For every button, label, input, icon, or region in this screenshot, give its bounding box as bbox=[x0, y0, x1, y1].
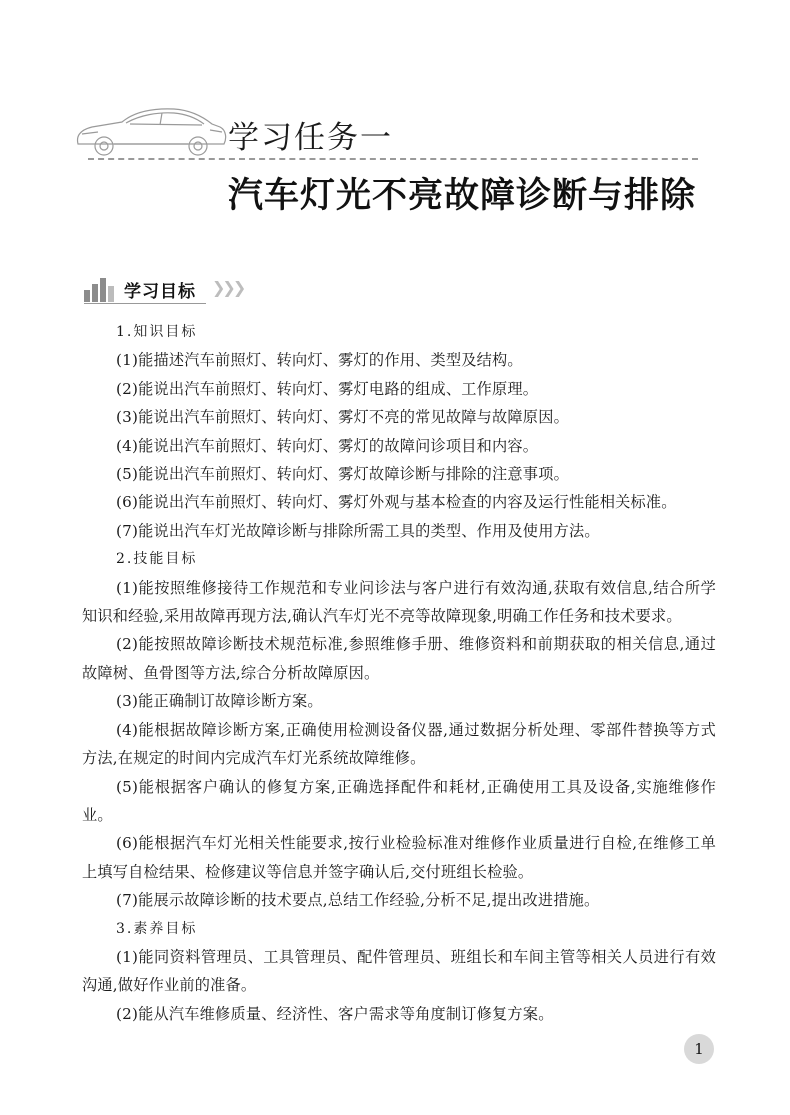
objective-item: (4)能根据故障诊断方案,正确使用检测设备仪器,通过数据分析处理、零部件替换等方式方法,在规定的时间内完成汽车灯光系统故障维修。 bbox=[82, 720, 716, 768]
task-label: 学习任务一 bbox=[228, 120, 393, 156]
objective-item: (2)能按照故障诊断技术规范标准,参照维修手册、维修资料和前期获取的相关信息,通过故障树、鱼骨图等方法,综合分析故障原因。 bbox=[82, 635, 716, 682]
bar-chart-icon bbox=[84, 276, 118, 302]
dashed-divider bbox=[88, 158, 698, 160]
objective-item: (4)能说出汽车前照灯、转向灯、雾灯的故障问诊项目和内容。 bbox=[116, 436, 539, 455]
section-title: 学习目标 bbox=[124, 282, 196, 302]
objective-item: (2)能说出汽车前照灯、转向灯、雾灯电路的组成、工作原理。 bbox=[116, 379, 539, 398]
objective-item: (1)能描述汽车前照灯、转向灯、雾灯的作用、类型及结构。 bbox=[116, 351, 523, 370]
objective-heading: 3.素养目标 bbox=[116, 920, 198, 937]
objective-item: (3)能说出汽车前照灯、转向灯、雾灯不亮的常见故障与故障原因。 bbox=[116, 408, 569, 427]
car-outline-illustration bbox=[70, 100, 230, 160]
objective-heading: 1.知识目标 bbox=[116, 324, 198, 340]
objective-item: (2)能从汽车维修质量、经济性、客户需求等角度制订修复方案。 bbox=[116, 1004, 554, 1023]
objective-item: (1)能按照维修接待工作规范和专业问诊法与客户进行有效沟通,获取有效信息,结合所学知识和经验,采用故障再现方法,确认汽车灯光不亮等故障现象,明确工作任务和技术要求。 bbox=[82, 578, 716, 626]
objective-item: (7)能展示故障诊断的技术要点,总结工作经验,分析不足,提出改进措施。 bbox=[116, 891, 600, 910]
objective-item: (5)能根据客户确认的修复方案,正确选择配件和耗材,正确使用工具及设备,实施维修作业。 bbox=[82, 777, 716, 824]
chevron-right-icon: ❯❯❯ bbox=[212, 278, 244, 297]
section-underline bbox=[84, 303, 206, 304]
page-number: 1 bbox=[684, 1034, 714, 1064]
objective-item: (1)能同资料管理员、工具管理员、配件管理员、班组长和车间主管等相关人员进行有效沟通,做好作业前的准备。 bbox=[82, 947, 716, 995]
objective-item: (3)能正确制订故障诊断方案。 bbox=[116, 692, 323, 711]
page-title: 汽车灯光不亮故障诊断与排除 bbox=[228, 176, 697, 216]
objectives-content bbox=[82, 318, 716, 1028]
objective-heading: 2.技能目标 bbox=[116, 551, 198, 568]
objective-item: (7)能说出汽车灯光故障诊断与排除所需工具的类型、作用及使用方法。 bbox=[116, 521, 600, 540]
objective-item: (6)能说出汽车前照灯、转向灯、雾灯外观与基本检查的内容及运行性能相关标准。 bbox=[116, 493, 677, 512]
objective-item: (5)能说出汽车前照灯、转向灯、雾灯故障诊断与排除的注意事项。 bbox=[116, 465, 569, 484]
objective-item: (6)能根据汽车灯光相关性能要求,按行业检验标准对维修作业质量进行自检,在维修工单上填写自检结果、检修建议等信息并签字确认后,交付班组长检验。 bbox=[82, 834, 716, 881]
